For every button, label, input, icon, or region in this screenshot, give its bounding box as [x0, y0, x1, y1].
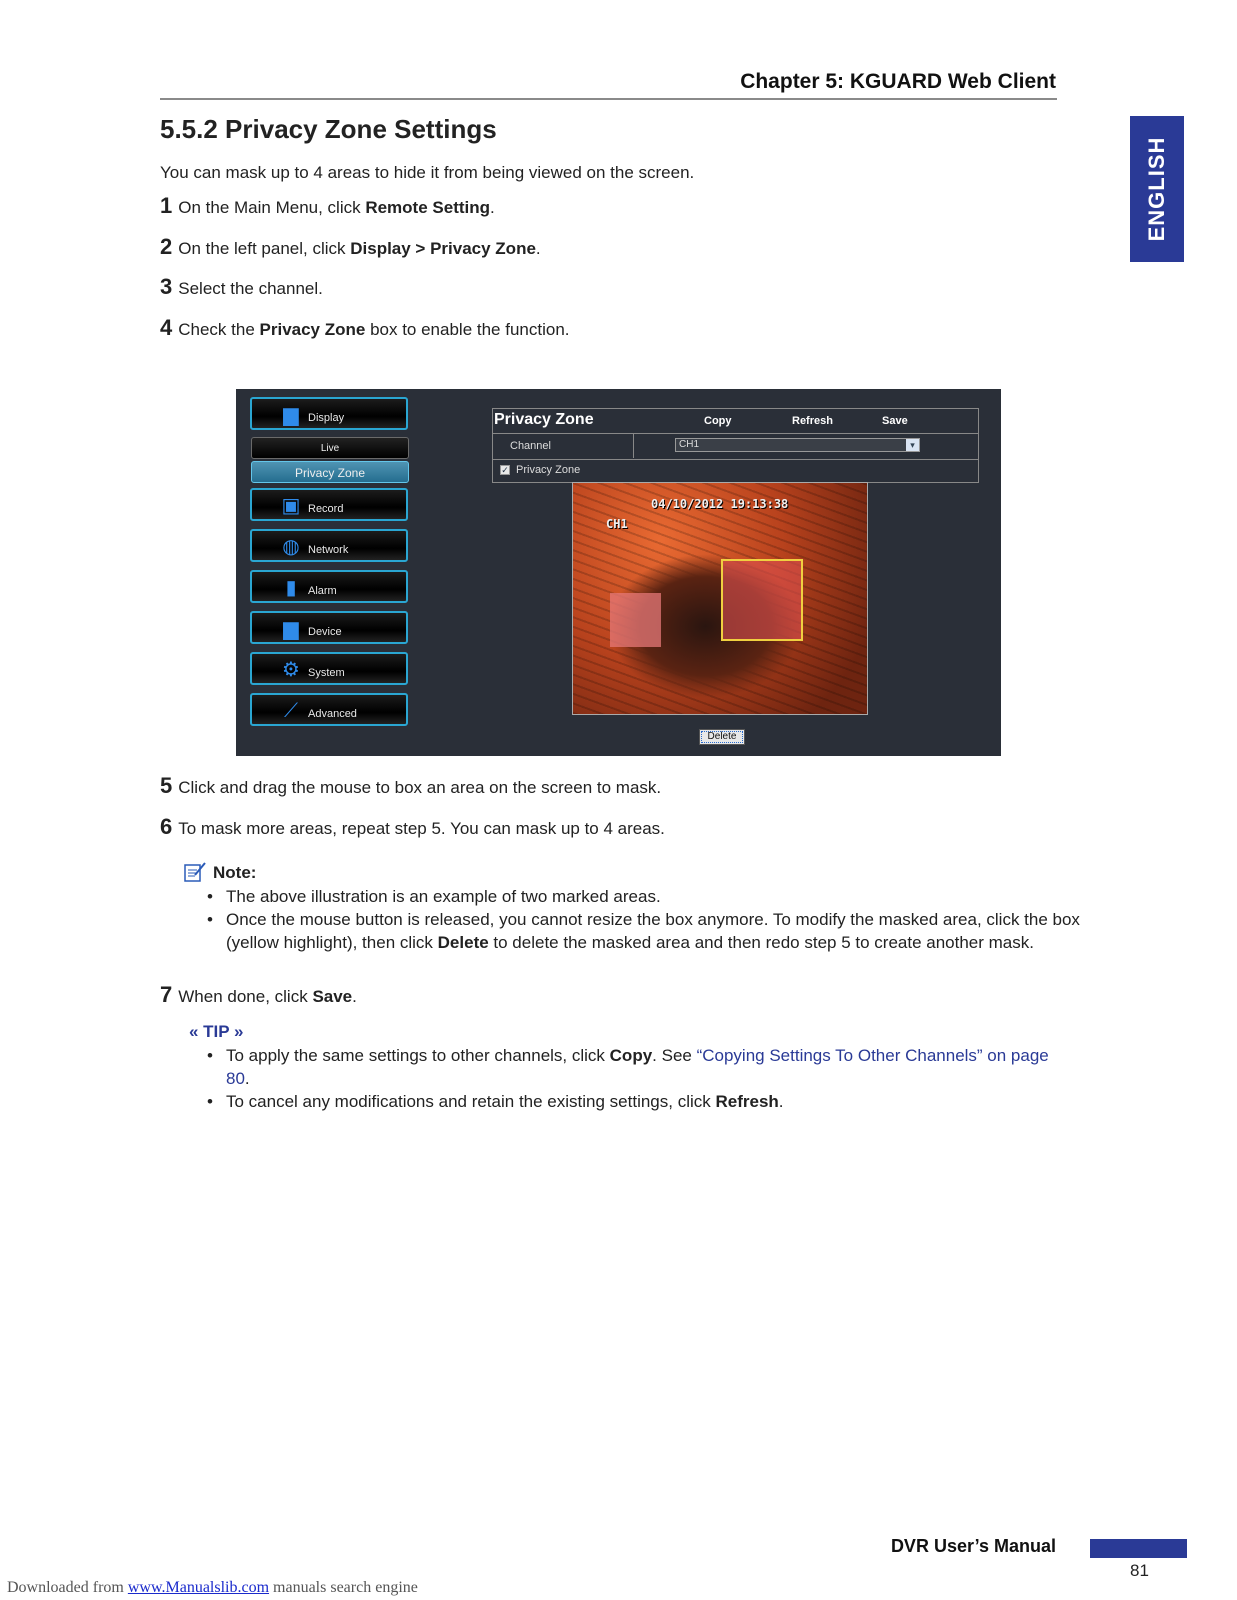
globe-icon: ◍ [282, 536, 300, 558]
bullet-dot: • [207, 1046, 213, 1065]
menu-button-system[interactable]: ⚙ System [250, 652, 408, 685]
menu-button-advanced[interactable]: ⟋ Advanced [250, 693, 408, 726]
chevron-down-icon: ▾ [906, 439, 919, 451]
row-divider [633, 434, 634, 458]
menu-button-device[interactable]: ▆ Device [250, 611, 408, 644]
submenu-privacy-zone[interactable]: Privacy Zone [251, 461, 409, 483]
copy-button[interactable]: Copy [704, 415, 732, 427]
privacy-zone-checkbox[interactable]: ✓ [501, 465, 509, 475]
submenu-live[interactable]: Live [251, 437, 409, 459]
film-icon: ▣ [281, 495, 301, 517]
step-number: 6 [160, 814, 173, 839]
section-title: 5.5.2 Privacy Zone Settings [160, 114, 497, 144]
copying-settings-link[interactable]: “Copying Settings To Other Channels” on page 80 [226, 1046, 1049, 1088]
step-1: 1 On the Main Menu, click Remote Setting. [160, 193, 495, 218]
step-number: 7 [160, 982, 173, 1007]
tip-bullet: • To apply the same settings to other channels, click Copy. See “Copying Settings To Other Channels” on page 80. [207, 1046, 1049, 1088]
step-4: 4 Check the Privacy Zone box to enable the function. [160, 315, 570, 340]
tip-heading: « TIP » [189, 1022, 244, 1041]
manualslib-link[interactable]: www.Manualslib.com [127, 1579, 270, 1596]
camera-channel-label: CH1 [606, 517, 628, 531]
bullet-dot: • [207, 887, 213, 906]
menu-button-display[interactable]: ▆ Display [250, 397, 408, 430]
bullet-dot: • [207, 910, 213, 929]
step-7: 7 When done, click Save. [160, 982, 357, 1007]
manual-title: DVR User’s Manual [890, 1536, 1056, 1556]
menu-button-network[interactable]: ◍ Network [250, 529, 408, 562]
step-number: 3 [160, 274, 173, 299]
alarm-icon: ▮ [285, 577, 297, 599]
bullet-dot: • [207, 1092, 213, 1111]
note-bullet: • The above illustration is an example of two marked areas. [207, 887, 661, 906]
delete-button[interactable]: Delete [699, 729, 745, 745]
footer-bar [1090, 1539, 1187, 1558]
wrench-icon: ⟋ [284, 700, 298, 722]
panel-title: Privacy Zone [494, 411, 594, 428]
page-number: 81 [1130, 1561, 1149, 1580]
language-tab-label: ENGLISH [1144, 136, 1169, 242]
note-icon [183, 861, 207, 883]
step-number: 5 [160, 773, 173, 798]
camera-view[interactable] [573, 483, 867, 714]
menu-button-record[interactable]: ▣ Record [250, 488, 408, 521]
privacy-zone-panel [492, 408, 979, 483]
save-button[interactable]: Save [882, 415, 908, 427]
language-tab [1130, 116, 1184, 262]
menu-button-alarm[interactable]: ▮ Alarm [250, 570, 408, 603]
camera-timestamp: 04/10/2012 19:13:38 [651, 497, 789, 511]
channel-label: Channel [510, 440, 551, 452]
header-rule [160, 98, 1057, 100]
step-number: 1 [160, 193, 173, 218]
privacy-mask-area-selected[interactable] [721, 559, 803, 641]
chapter-title: Chapter 5: KGUARD Web Client [740, 70, 1056, 93]
channel-row [493, 433, 978, 460]
note-bullet: • Once the mouse button is released, you cannot resize the box anymore. To modify the masked area, click the box (yellow highlight), then click Delete to delete the masked area and then redo step 5 to create another mask. [207, 910, 1080, 952]
step-number: 2 [160, 234, 173, 259]
step-3: 3 Select the channel. [160, 274, 323, 299]
tip-bullet: • To cancel any modifications and retain the existing settings, click Refresh. [207, 1092, 784, 1111]
note-heading: Note: [213, 863, 257, 882]
privacy-mask-area[interactable] [610, 593, 661, 647]
monitor-icon: ▆ [283, 618, 299, 640]
intro-text: You can mask up to 4 areas to hide it from being viewed on the screen. [160, 163, 695, 182]
refresh-button[interactable]: Refresh [792, 415, 833, 427]
step-6: 6 To mask more areas, repeat step 5. You can mask up to 4 areas. [160, 814, 665, 839]
download-notice: Downloaded from www.Manualslib.com manuals search engine [7, 1579, 418, 1596]
step-number: 4 [160, 315, 173, 340]
step-5: 5 Click and drag the mouse to box an area on the screen to mask. [160, 773, 662, 798]
gear-icon: ⚙ [282, 659, 300, 681]
step-2: 2 On the left panel, click Display > Privacy Zone. [160, 234, 541, 259]
privacy-zone-checkbox-label: Privacy Zone [516, 464, 581, 476]
channel-select[interactable]: CH1 ▾ [675, 438, 920, 452]
privacy-zone-screenshot [236, 389, 1001, 756]
monitor-icon: ▆ [283, 404, 299, 426]
